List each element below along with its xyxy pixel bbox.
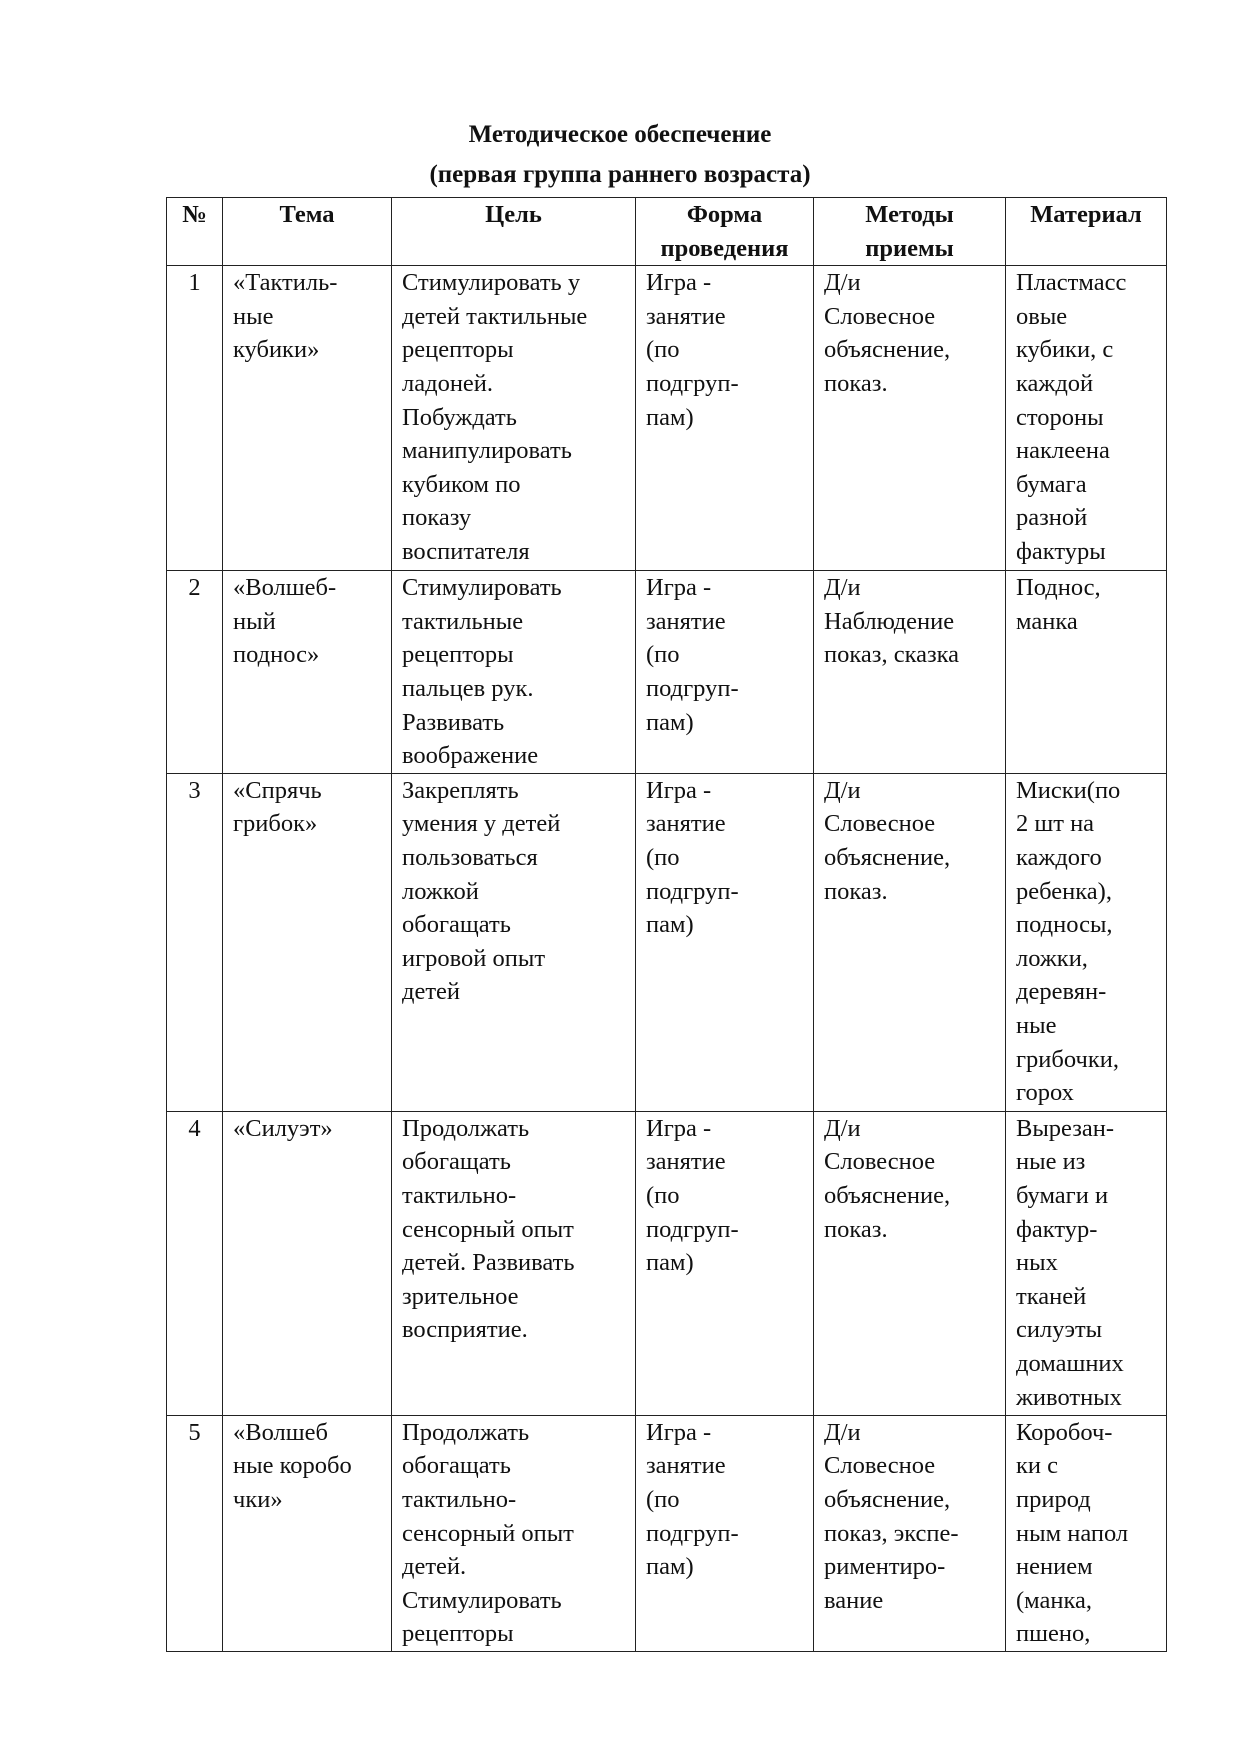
- cell-form: Игра - занятие (по подгруп- пам): [636, 266, 814, 571]
- cell-goal: Продолжать обогащать тактильно- сенсорный опыт детей. Стимулировать рецепторы: [392, 1415, 636, 1651]
- cell-methods: Д/и Словесное объяснение, показ.: [814, 773, 1006, 1111]
- table-row: [167, 266, 1167, 571]
- table-row: [167, 1415, 1167, 1651]
- cell-goal: Стимулировать тактильные рецепторы пальцев рук. Развивать воображение: [392, 571, 636, 774]
- document-title: Методическое обеспечение: [468, 121, 772, 148]
- cell-material: Коробоч- ки с природ ным напол нением (манка, пшено,: [1006, 1415, 1167, 1651]
- cell-methods: Д/и Словесное объяснение, показ.: [814, 266, 1006, 571]
- table-row: [167, 571, 1167, 774]
- header-methods: Методы приемы: [814, 198, 1006, 266]
- table-row: [167, 1111, 1167, 1415]
- cell-goal: Продолжать обогащать тактильно- сенсорный опыт детей. Развивать зрительное восприятие.: [392, 1111, 636, 1415]
- header-goal: Цель: [392, 198, 636, 266]
- cell-theme: «Волшеб ные коробо чки»: [223, 1415, 392, 1651]
- cell-num: 2: [167, 571, 223, 774]
- cell-num: 1: [167, 266, 223, 571]
- cell-methods: Д/и Словесное объяснение, показ.: [814, 1111, 1006, 1415]
- header-form: Форма проведения: [636, 198, 814, 266]
- methodology-table: [166, 197, 1167, 1652]
- document-subtitle: (первая группа раннего возраста): [429, 161, 811, 188]
- header-num: №: [167, 198, 223, 266]
- cell-num: 5: [167, 1415, 223, 1651]
- cell-theme: «Силуэт»: [223, 1111, 392, 1415]
- table-header-row: [167, 198, 1167, 266]
- cell-num: 3: [167, 773, 223, 1111]
- cell-theme: «Тактиль- ные кубики»: [223, 266, 392, 571]
- cell-form: Игра - занятие (по подгруп- пам): [636, 773, 814, 1111]
- cell-goal: Стимулировать у детей тактильные рецепторы ладоней. Побуждать манипулировать кубиком по показу воспитателя: [392, 266, 636, 571]
- cell-form: Игра - занятие (по подгруп- пам): [636, 1415, 814, 1651]
- cell-num: 4: [167, 1111, 223, 1415]
- cell-form: Игра - занятие (по подгруп- пам): [636, 1111, 814, 1415]
- cell-theme: «Волшеб- ный поднос»: [223, 571, 392, 774]
- cell-material: Пластмасс овые кубики, с каждой стороны наклеена бумага разной фактуры: [1006, 266, 1167, 571]
- cell-methods: Д/и Наблюдение показ, сказка: [814, 571, 1006, 774]
- cell-material: Вырезан- ные из бумаги и фактур- ных тканей силуэты домашних животных: [1006, 1111, 1167, 1415]
- cell-goal: Закреплять умения у детей пользоваться ложкой обогащать игровой опыт детей: [392, 773, 636, 1111]
- table-row: [167, 773, 1167, 1111]
- cell-theme: «Спрячь грибок»: [223, 773, 392, 1111]
- cell-form: Игра - занятие (по подгруп- пам): [636, 571, 814, 774]
- cell-material: Миски(по 2 шт на каждого ребенка), подносы, ложки, деревян- ные грибочки, горох: [1006, 773, 1167, 1111]
- cell-methods: Д/и Словесное объяснение, показ, экспе- риментиро- вание: [814, 1415, 1006, 1651]
- header-material: Материал: [1006, 198, 1167, 266]
- header-theme: Тема: [223, 198, 392, 266]
- cell-material: Поднос, манка: [1006, 571, 1167, 774]
